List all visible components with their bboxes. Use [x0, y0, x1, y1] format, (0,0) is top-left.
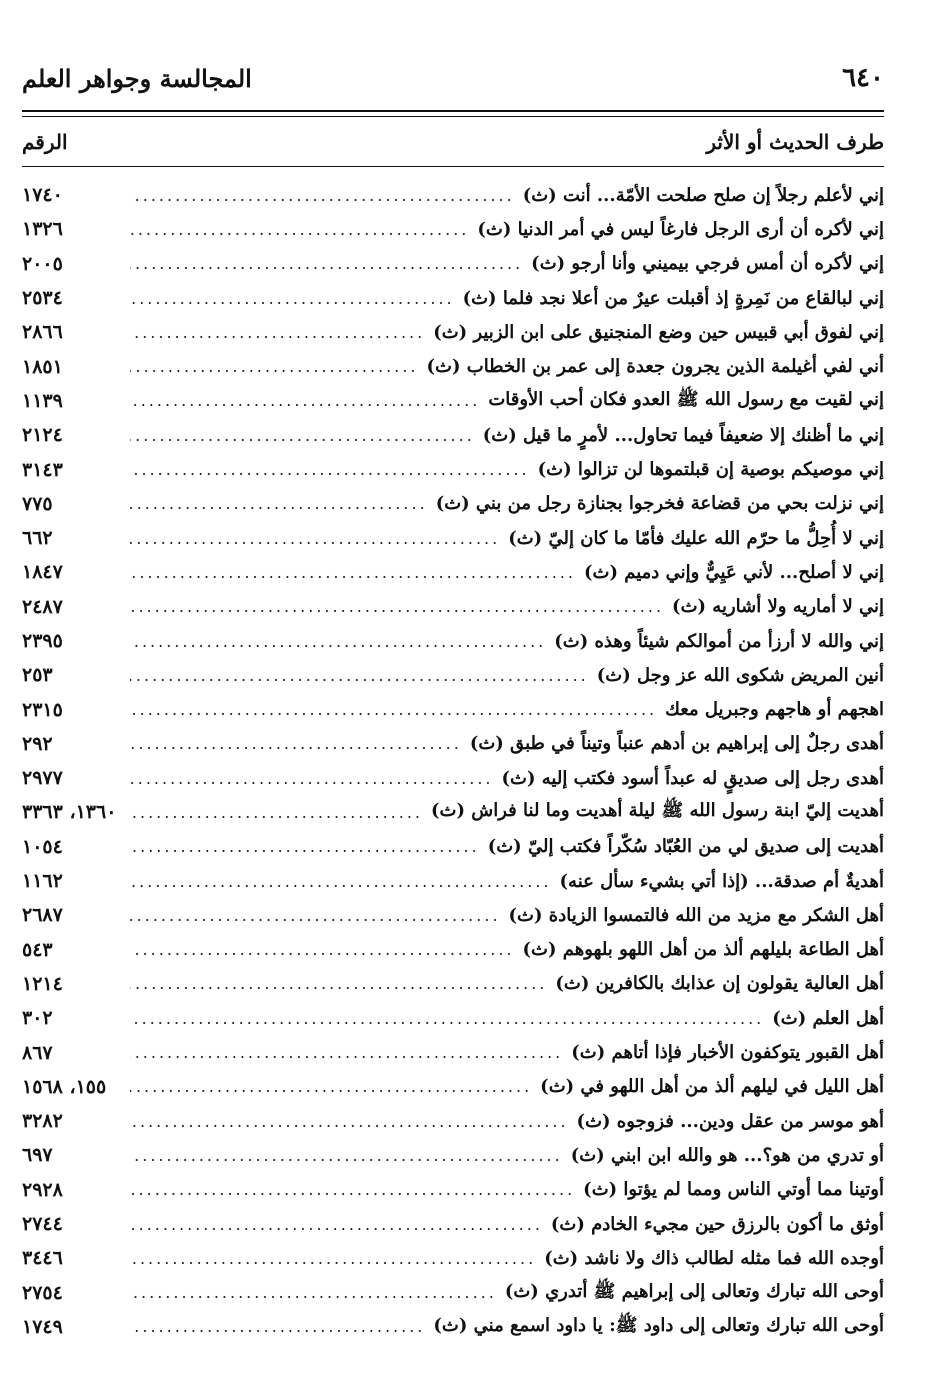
- entry-reference-number: ١٨٥١: [22, 355, 63, 378]
- index-entry: [22, 1207, 884, 1241]
- entry-text: أنين المريض شكوى الله عز وجل (ث): [596, 664, 884, 686]
- entry-text: أهل الليل في ليلهم ألذ من أهل اللهو في (ث): [540, 1076, 884, 1098]
- dot-leader: [130, 254, 523, 273]
- entry-reference-number: ٦٩٧: [22, 1144, 53, 1167]
- entry-reference-number: ٢٩٢: [22, 732, 53, 755]
- entry-reference: [22, 767, 122, 789]
- entry-text: أهدى رجل إلى صديقٍ له عبداً أسود فكتب إليه (ث): [501, 767, 884, 789]
- entry-reference: [22, 424, 122, 446]
- entry-reference: [22, 218, 122, 240]
- entry-reference: [22, 1110, 122, 1132]
- column-headers: [22, 122, 884, 162]
- dot-leader: [130, 666, 589, 685]
- entry-reference: [22, 1316, 122, 1338]
- index-entry: [22, 1035, 884, 1069]
- dot-leader: [130, 1215, 543, 1234]
- entry-reference-number: ٥٤٣: [22, 938, 53, 961]
- entry-text: أهديت إلى صديق لي من العُبّاد سُكّراً فكتب إليّ (ث): [487, 836, 884, 858]
- entry-reference: [22, 733, 122, 755]
- entry-reference-number: ٦٦٢: [22, 527, 53, 550]
- dot-leader: [130, 632, 546, 651]
- dot-leader: [130, 1180, 575, 1199]
- entry-text: إني لأكره أن أرى الرجل فارغاً ليس في أمر الدنيا (ث): [477, 218, 884, 240]
- entry-reference: [22, 321, 122, 343]
- number-column-heading: الرقم: [22, 130, 68, 154]
- index-entry: [22, 487, 884, 521]
- entry-reference-number: ٢٣١٥: [22, 698, 63, 721]
- entry-text: إني ما أظنك إلا ضعيفاً فيما تحاول... لأمرٍ ما قيل (ث): [482, 424, 884, 446]
- index-entry: [22, 864, 884, 898]
- dot-leader: [130, 1146, 563, 1165]
- index-entry: [22, 315, 884, 349]
- dot-leader: [130, 529, 500, 548]
- entry-reference-number: ١١٦٢: [22, 870, 63, 893]
- entry-text: إني موصيكم بوصية إن قبلتموها لن تزالوا (ث): [537, 459, 884, 481]
- entry-reference-number: ٢٣٩٥: [22, 630, 63, 652]
- entry-reference: [22, 630, 122, 652]
- index-entry: [22, 1241, 884, 1275]
- dot-leader: [130, 563, 576, 582]
- dot-leader: [130, 186, 515, 205]
- entry-reference-extra: ١٥٥،: [69, 1075, 107, 1098]
- entry-text: أوحى الله تبارك وتعالى إلى داود ﷺ: يا داود اسمع مني (ث): [433, 1314, 884, 1336]
- index-entry: [22, 349, 884, 383]
- entry-reference-number: ٢٥٣: [22, 664, 53, 687]
- entry-text: اهجهم أو هاجهم وجبريل معك: [665, 699, 884, 721]
- entry-reference: [22, 1213, 122, 1235]
- index-entry: [22, 898, 884, 932]
- dot-leader: [130, 1112, 569, 1131]
- entry-reference: [22, 356, 122, 378]
- entry-text: أوحى الله تبارك وتعالى إلى إبراهيم ﷺ أتدري (ث): [504, 1280, 884, 1302]
- entry-reference-number: ٢٩٧٧: [22, 767, 63, 790]
- entry-reference: [22, 836, 122, 858]
- entry-reference: [22, 1247, 122, 1269]
- dot-leader: [130, 803, 423, 822]
- index-entry: [22, 1104, 884, 1138]
- entry-reference: [22, 870, 122, 892]
- entry-text: أهو موسر من عقل ودين... فزوجوه (ث): [576, 1110, 884, 1132]
- entry-text: أهدى رجلٌ إلى إبراهيم بن أدهم عنباً وتيناً في طبق (ث): [469, 733, 884, 755]
- entry-reference-number: ١٠٥٤: [22, 835, 63, 858]
- index-entry: [22, 692, 884, 726]
- dot-leader: [130, 1043, 563, 1062]
- entry-text: أوجده الله فما مثله لطالب ذاك ولا ناشد (ث): [544, 1247, 884, 1269]
- dot-leader: [130, 357, 419, 376]
- entry-reference-number: ٢٠٠٥: [22, 252, 63, 275]
- entry-reference: [22, 561, 122, 583]
- entry-reference: [22, 1007, 122, 1029]
- entry-reference-number: ٣٣٦٣: [22, 801, 63, 824]
- page-number: ٦٤٠: [842, 63, 884, 93]
- entry-reference-number: ١٥٦٨: [22, 1075, 63, 1098]
- index-entry: [22, 452, 884, 486]
- entry-text: إني لقيت مع رسول الله ﷺ العدو فكان أحب الأوقات: [488, 388, 884, 410]
- dot-leader: [130, 220, 469, 239]
- entry-text: أوتينا مما أوتي الناس ومما لم يؤتوا (ث): [583, 1179, 884, 1201]
- index-entries: [22, 178, 884, 1344]
- entry-text: أهديت إليّ ابنة رسول الله ﷺ ليلة أهديت وما لنا فراش (ث): [431, 800, 884, 822]
- index-entry: [22, 795, 884, 829]
- entry-reference-number: ٢٦٨٧: [22, 904, 63, 927]
- dot-leader: [130, 426, 475, 445]
- entry-reference-number: ٢٤٨٧: [22, 595, 63, 618]
- index-entry: [22, 590, 884, 624]
- dot-leader: [130, 1077, 532, 1096]
- dot-leader: [130, 872, 552, 891]
- entry-reference-number: ٧٧٥: [22, 492, 53, 515]
- entry-reference-number: ١٢١٤: [22, 972, 63, 995]
- entry-reference-number: ٢١٢٤: [22, 424, 63, 447]
- entry-reference-number: ٣٢٨٢: [22, 1110, 63, 1133]
- index-entry: [22, 658, 884, 692]
- hadith-column-heading: طرف الحديث أو الأثر: [706, 130, 884, 154]
- entry-reference-number: ١٣٢٦: [22, 218, 63, 241]
- entry-reference-number: ١٧٤٩: [22, 1315, 63, 1338]
- entry-reference: [22, 801, 122, 823]
- entry-reference-number: ٢٧٤٤: [22, 1213, 63, 1236]
- entry-reference-number: ١١٣٩: [22, 389, 63, 412]
- dot-leader: [130, 289, 455, 308]
- dot-leader: [130, 974, 547, 993]
- dot-leader: [130, 323, 425, 342]
- entry-reference: [22, 459, 122, 481]
- index-entry: [22, 247, 884, 281]
- entry-reference: [22, 287, 122, 309]
- entry-reference: [22, 184, 122, 206]
- entry-text: أو تدري من هو؟... هو والله ابن ابني (ث): [570, 1144, 884, 1166]
- index-entry: [22, 1070, 884, 1104]
- index-entry: [22, 1310, 884, 1344]
- index-entry: [22, 967, 884, 1001]
- entry-text: إني لبالقاع من نَمِرةٍ إذ أقبلت عيرٌ من أعلا نجد فلما (ث): [462, 287, 884, 309]
- entry-reference-number: ٣١٤٣: [22, 458, 63, 481]
- index-entry: [22, 384, 884, 418]
- entry-reference: [22, 1179, 122, 1201]
- entry-text: إني لا أماريه ولا أشاريه (ث): [672, 596, 884, 618]
- index-entry: [22, 727, 884, 761]
- entry-reference: [22, 664, 122, 686]
- entry-reference-number: ٢٩٢٨: [22, 1178, 63, 1201]
- index-entry: [22, 830, 884, 864]
- dot-leader: [130, 837, 480, 856]
- entry-text: إني والله لا أرزأ من أموالكم شيئاً وهذه (ث): [554, 630, 884, 652]
- index-entry: [22, 624, 884, 658]
- entry-reference-number: ٢٥٣٤: [22, 287, 63, 310]
- entry-reference: [22, 973, 122, 995]
- header-rule: [22, 110, 884, 117]
- entry-reference: [22, 390, 122, 412]
- dot-leader: [130, 734, 462, 753]
- entry-text: أوثق ما أكون بالرزق حين مجيء الخادم (ث): [550, 1213, 884, 1235]
- dot-leader: [130, 494, 428, 513]
- entry-reference-number: ٢٧٥٤: [22, 1281, 63, 1304]
- page-header: [22, 58, 884, 98]
- index-entry: [22, 1173, 884, 1207]
- index-entry: [22, 212, 884, 246]
- entry-text: إني لأكره أن أمس فرجي بيميني وأنا أرجو (ث): [531, 253, 884, 275]
- entry-reference: [22, 1144, 122, 1166]
- entry-text: أهل الطاعة بليلهم ألذ من أهل اللهو بلهوهم (ث): [522, 939, 884, 961]
- entry-reference-number: ١٧٤٠: [22, 184, 63, 207]
- index-entry: [22, 761, 884, 795]
- dot-leader: [130, 1009, 764, 1028]
- entry-reference: [22, 699, 122, 721]
- entry-text: إني لا أُحِلُّ ما حرّم الله عليك فأمّا ما كان إليّ (ث): [508, 527, 884, 549]
- index-entry: [22, 521, 884, 555]
- dot-leader: [130, 1249, 536, 1268]
- entry-reference: [22, 493, 122, 515]
- index-entry: [22, 1138, 884, 1172]
- entry-reference: [22, 904, 122, 926]
- entry-text: إني نزلت بحي من قضاعة فخرجوا بجنازة رجل من بني (ث): [435, 493, 884, 515]
- book-title: المجالسة وجواهر العلم: [22, 63, 252, 93]
- entry-reference: [22, 253, 122, 275]
- entry-text: إني لفوق أبي قبيس حين وضع المنجنيق على ابن الزبير (ث): [433, 321, 884, 343]
- index-entry: [22, 933, 884, 967]
- entry-reference: [22, 527, 122, 549]
- dot-leader: [130, 391, 480, 410]
- entry-text: أهل القبور يتوكفون الأخبار فإذا أتاهم (ث): [571, 1042, 884, 1064]
- index-entry: [22, 1276, 884, 1310]
- dot-leader: [130, 769, 494, 788]
- index-entry: [22, 281, 884, 315]
- column-header-rule: [22, 166, 884, 167]
- entry-reference-number: ٣٠٢: [22, 1007, 53, 1030]
- entry-reference: [22, 939, 122, 961]
- entry-reference: [22, 1282, 122, 1304]
- dot-leader: [130, 1283, 497, 1302]
- index-entry: [22, 178, 884, 212]
- entry-reference: [22, 1042, 122, 1064]
- entry-reference: [22, 1076, 122, 1098]
- entry-text: إني لأعلم رجلاً إن صلح صلحت الأمّة... أنت (ث): [522, 184, 884, 206]
- entry-reference-number: ٨٦٧: [22, 1041, 53, 1064]
- index-entry: [22, 1001, 884, 1035]
- dot-leader: [130, 906, 501, 925]
- entry-reference: [22, 596, 122, 618]
- index-entry: [22, 418, 884, 452]
- entry-text: إني لا أصلح... لأني عَيِيٌّ وإني دميم (ث): [583, 561, 884, 583]
- index-entry: [22, 555, 884, 589]
- entry-text: أني لفي أغيلمة الذين يجرون جعدة إلى عمر بن الخطاب (ث): [426, 356, 884, 378]
- dot-leader: [130, 597, 664, 616]
- entry-reference-number: ٢٨٦٦: [22, 321, 63, 344]
- entry-reference-number: ٣٤٤٦: [22, 1247, 63, 1270]
- dot-leader: [130, 1317, 425, 1336]
- dot-leader: [130, 940, 515, 959]
- entry-text: أهل الشكر مع مزيد من الله فالتمسوا الزيادة (ث): [508, 904, 884, 926]
- entry-text: أهل العالية يقولون إن عذابك بالكافرين (ث): [555, 973, 884, 995]
- entry-reference-extra: ١٣٦٠،: [69, 801, 117, 824]
- entry-reference-number: ١٨٤٧: [22, 561, 63, 584]
- entry-text: أهديةٌ أم صدقة... (إذا أتي بشيء سأل عنه): [559, 870, 884, 892]
- dot-leader: [130, 700, 657, 719]
- entry-text: أهل العلم (ث): [772, 1007, 884, 1029]
- dot-leader: [130, 460, 530, 479]
